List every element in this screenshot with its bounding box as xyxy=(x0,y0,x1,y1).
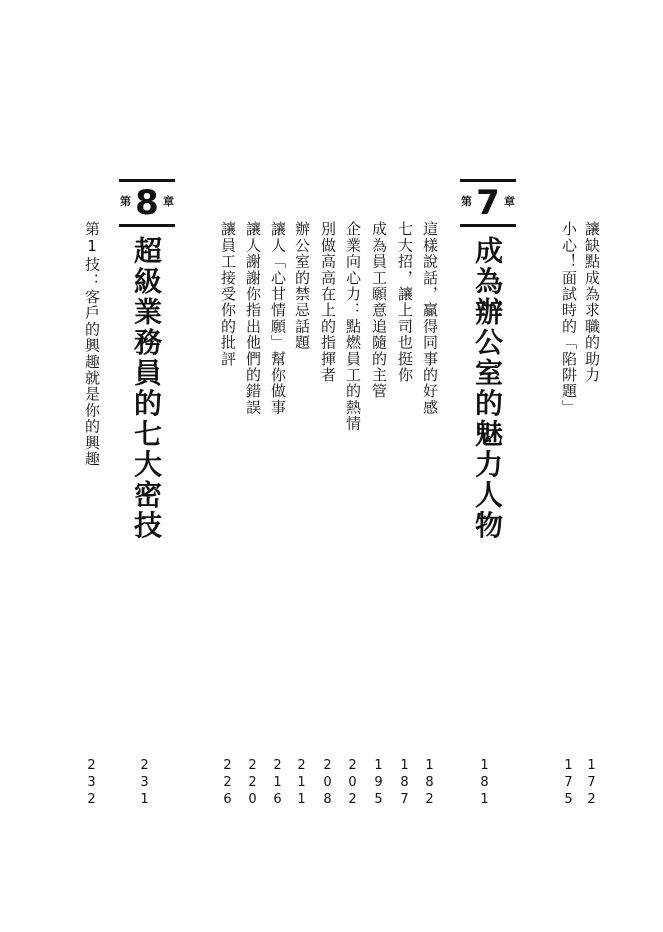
chapter-label-prefix: 第 xyxy=(461,195,472,208)
toc-entry-text: 讓員工接受你的批評 xyxy=(219,221,237,367)
chapter-7-title: 成為辦公室的魅力人物 xyxy=(471,236,504,541)
chapter-number: 8 xyxy=(135,183,159,223)
chapter-8-page: 231 xyxy=(137,758,152,809)
toc-entry-text: 這樣說話，贏得同事的好感 xyxy=(421,221,439,416)
toc-page-number: 172 xyxy=(584,758,599,809)
toc-entry-text: 別做高高在上的指揮者 xyxy=(319,221,337,383)
chapter-label-suffix: 章 xyxy=(163,195,174,208)
toc-page-number: 182 xyxy=(422,758,437,809)
toc-entry-text: 企業向心力：點燃員工的熱情 xyxy=(344,221,362,432)
toc-page-number: 195 xyxy=(371,758,386,809)
toc-page-number: 211 xyxy=(294,758,309,809)
toc-entry-text: 成為員工願意追隨的主管 xyxy=(370,221,388,400)
chapter-8-heading xyxy=(119,179,175,227)
toc-entry-text: 讓人「心甘情願」幫你做事 xyxy=(269,221,287,416)
chapter-label-suffix: 章 xyxy=(504,195,515,208)
toc-page-number: 208 xyxy=(320,758,335,809)
toc-entry-text: 讓缺點成為求職的助力 xyxy=(583,221,601,383)
chapter-number: 7 xyxy=(476,183,500,223)
toc-page-number: 175 xyxy=(561,758,576,809)
toc-entry-text: 讓人謝謝你指出他們的錯誤 xyxy=(244,221,262,416)
toc-entry-text: 小心！面試時的「陷阱題」 xyxy=(560,221,578,416)
toc-entry-text: 第1技：客戶的興趣就是你的興趣 xyxy=(83,221,101,467)
toc-page-number: 202 xyxy=(345,758,360,809)
toc-entry-text: 七大招，讓上司也挺你 xyxy=(396,221,414,383)
toc-page-number: 187 xyxy=(397,758,412,809)
toc-page-number: 216 xyxy=(270,758,285,809)
toc-page-number: 220 xyxy=(245,758,260,809)
chapter-8-title: 超級業務員的七大密技 xyxy=(130,236,163,541)
chapter-label-prefix: 第 xyxy=(120,195,131,208)
toc-page-number: 226 xyxy=(220,758,235,809)
toc-page-number: 232 xyxy=(84,758,99,809)
toc-entry-text: 辦公室的禁忌話題 xyxy=(293,221,311,351)
chapter-7-heading xyxy=(460,179,516,227)
chapter-7-page: 181 xyxy=(477,758,492,809)
